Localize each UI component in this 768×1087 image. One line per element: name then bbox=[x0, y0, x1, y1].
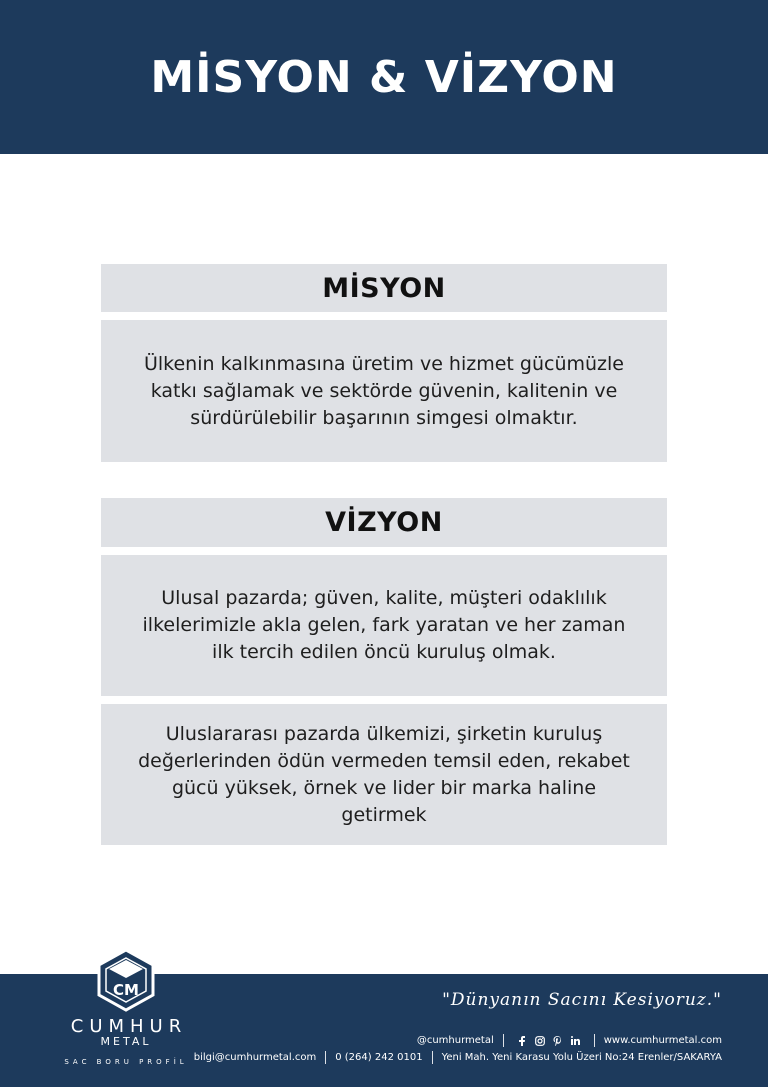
brand-tagline: SAC BORU PROFİL bbox=[64, 1058, 188, 1066]
divider bbox=[503, 1034, 504, 1047]
vision-text-box-1 bbox=[101, 555, 667, 696]
mission-text-box bbox=[101, 320, 667, 462]
mission-title: MİSYON bbox=[322, 272, 446, 304]
instagram-icon[interactable] bbox=[535, 1036, 545, 1046]
pinterest-icon[interactable] bbox=[553, 1036, 563, 1046]
address: Yeni Mah. Yeni Karasu Yolu Üzeri No:24 Erenler/SAKARYA bbox=[441, 1052, 722, 1063]
vision-title: VİZYON bbox=[325, 507, 443, 538]
vision-text-2: Uluslararası pazarda ülkemizi, şirketin kuruluş değerlerinden ödün vermeden temsil eden, rekabet gücü yüksek, örnek ve lider bir marka haline getirmek bbox=[138, 722, 630, 826]
linkedin-icon[interactable] bbox=[571, 1036, 581, 1046]
page-footer bbox=[0, 974, 768, 1087]
facebook-icon[interactable] bbox=[517, 1036, 527, 1046]
svg-text:CM: CM bbox=[113, 981, 139, 999]
cumhur-metal-logo-icon bbox=[96, 948, 156, 1012]
mission-title-box bbox=[101, 264, 667, 312]
brand-logo bbox=[56, 948, 196, 1066]
slogan: "Dünyanın Sacını Kesiyoruz." bbox=[442, 990, 722, 1010]
divider bbox=[432, 1051, 433, 1064]
email-link[interactable]: bilgi@cumhurmetal.com bbox=[193, 1052, 317, 1063]
social-handle[interactable]: @cumhurmetal bbox=[416, 1035, 494, 1046]
brand-name: CUMHUR bbox=[70, 1016, 188, 1037]
website-link[interactable]: www.cumhurmetal.com bbox=[603, 1035, 722, 1046]
contact-row-details bbox=[194, 1051, 722, 1064]
page-title: MİSYON & VİZYON bbox=[150, 51, 618, 103]
vision-title-box bbox=[101, 498, 667, 547]
contact-row-social bbox=[417, 1034, 722, 1047]
mission-text: Ülkenin kalkınmasına üretim ve hizmet gücümüzle katkı sağlamak ve sektörde güvenin, kalitenin ve sürdürülebilir başarının simgesi olmaktır. bbox=[143, 352, 624, 429]
divider bbox=[594, 1034, 595, 1047]
divider bbox=[325, 1051, 326, 1064]
vision-text-1: Ulusal pazarda; güven, kalite, müşteri odaklılık ilkelerimizle akla gelen, fark yaratan ve her zaman ilk tercih edilen öncü kuruluş olmak. bbox=[142, 587, 626, 663]
phone-number[interactable]: 0 (264) 242 0101 bbox=[335, 1052, 423, 1063]
page-header bbox=[0, 0, 768, 154]
brand-sub: METAL bbox=[100, 1035, 152, 1048]
vision-text-box-2 bbox=[101, 704, 667, 845]
